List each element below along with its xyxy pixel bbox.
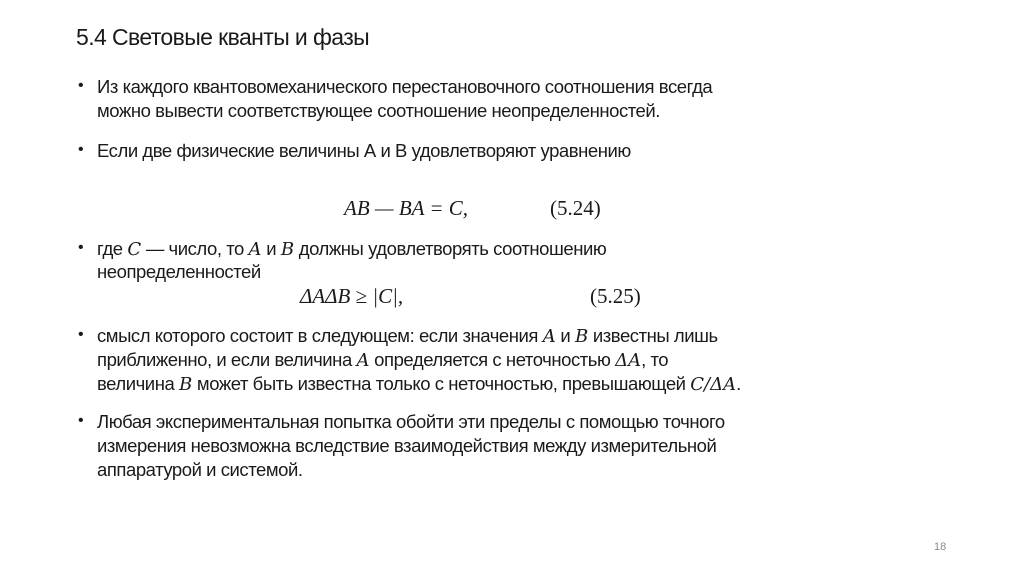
bullet-text-line [97, 459, 303, 481]
equation-5-25 [300, 284, 641, 309]
equation-label: (5.25) [590, 284, 641, 308]
text-segment: Если две физические величины А и В удовлетворяют уравнению [97, 140, 631, 161]
text-segment: измерения невозможна вследствие взаимодействия между измерительной [97, 435, 717, 456]
text-segment: аппаратурой и системой. [97, 459, 303, 480]
equation-5-24 [344, 196, 601, 221]
text-segment: можно вывести соответствующее соотношение неопределенностей. [97, 100, 660, 121]
bullet-text-line [97, 435, 716, 457]
bullet-icon: • [78, 412, 84, 429]
bullet-icon: • [78, 326, 84, 343]
text-segment: величина [97, 373, 179, 394]
bullet-text-line [97, 76, 712, 98]
bullet-text-line [97, 373, 741, 395]
page-number: 18 [934, 541, 947, 553]
math-symbol: A [542, 326, 556, 347]
text-segment: Из каждого квантовомеханического перестановочного соотношения всегда [97, 76, 713, 97]
text-segment: должны удовлетворять соотношению [294, 238, 607, 259]
text-segment: и [555, 325, 575, 346]
text-segment: неопределенностей [97, 261, 261, 282]
math-symbol: B [179, 374, 193, 395]
text-segment: приближенно, и если величина [97, 349, 357, 370]
bullet-text-line [97, 325, 718, 347]
equation-label: (5.24) [550, 196, 601, 220]
text-segment: — число, то [141, 238, 249, 259]
math-symbol: C/ΔA [690, 374, 737, 395]
bullet-text-line [97, 261, 261, 283]
equation-expression: AB — BA = C, [344, 196, 469, 220]
slide-title: 5.4 Световые кванты и фазы [76, 24, 370, 50]
bullet-text-line [97, 411, 725, 433]
text-segment: Любая экспериментальная попытка обойти эти пределы с помощью точного [97, 411, 725, 432]
text-segment: может быть известна только с неточностью, превышающей [192, 373, 691, 394]
text-segment: и [261, 238, 281, 259]
math-symbol: A [248, 239, 262, 260]
bullet-text-line [97, 238, 606, 260]
bullet-icon: • [78, 141, 84, 158]
text-segment: известны лишь [588, 325, 718, 346]
bullet-text-line [97, 140, 631, 162]
math-symbol: B [280, 239, 295, 260]
bullet-icon: • [78, 77, 84, 94]
bullet-text-line [97, 349, 668, 371]
text-segment: смысл которого состоит в следующем: если значения [97, 325, 543, 346]
math-symbol: A [356, 350, 370, 371]
text-segment: определяется с неточностью [369, 349, 616, 370]
text-segment: , то [641, 349, 669, 370]
bullet-text-line [97, 100, 660, 122]
bullet-icon: • [78, 239, 84, 256]
text-segment: . [736, 373, 741, 394]
math-symbol: C [127, 239, 142, 260]
math-symbol: ΔA [615, 350, 642, 371]
math-symbol: B [574, 326, 589, 347]
equation-expression: ΔAΔB ≥ |C|, [300, 284, 404, 308]
text-segment: где [97, 238, 128, 259]
